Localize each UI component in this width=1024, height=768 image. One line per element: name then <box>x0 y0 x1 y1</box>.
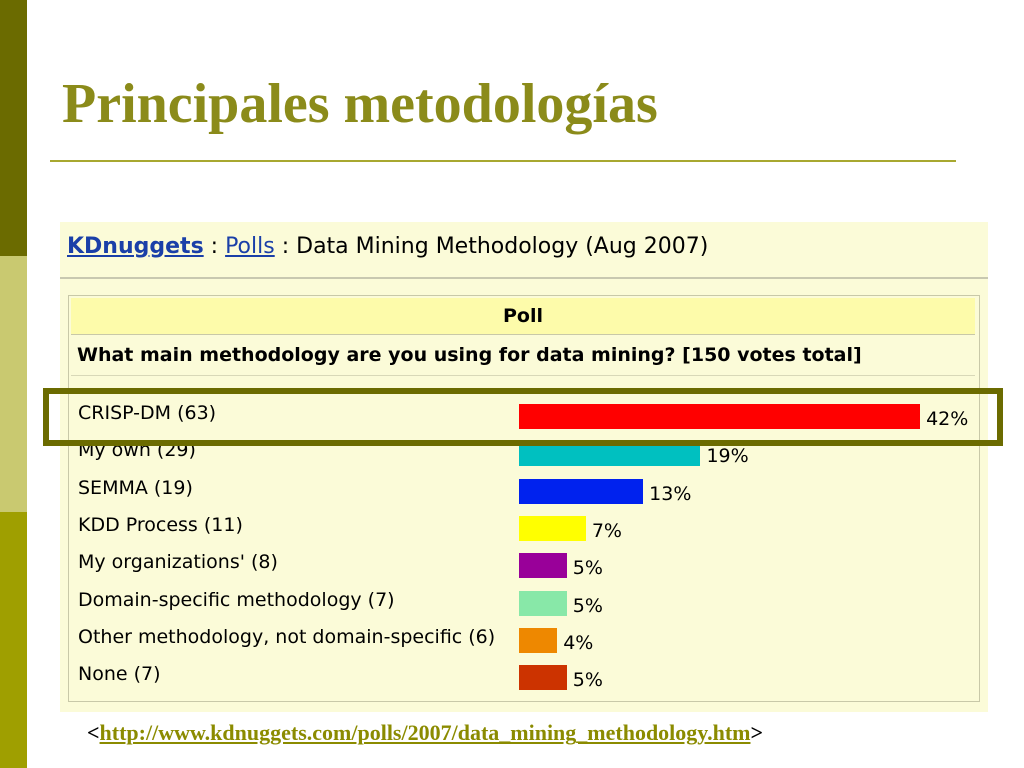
source-link[interactable]: http://www.kdnuggets.com/polls/2007/data_mining_methodology.htm <box>99 720 751 745</box>
breadcrumb-separator: : <box>203 234 226 259</box>
source-suffix: > <box>750 720 764 745</box>
poll-option-label: KDD Process (11) <box>78 513 243 536</box>
page-title: Data Mining Methodology (Aug 2007) <box>296 234 709 259</box>
poll-screenshot <box>60 222 988 712</box>
sidebar-dark-segment <box>0 0 27 256</box>
poll-option-label: Other methodology, not domain-specific (6) <box>78 625 496 648</box>
poll-percent-label: 7% <box>591 519 622 542</box>
sidebar-mid-segment <box>0 512 27 768</box>
breadcrumb-divider <box>60 277 988 279</box>
poll-percent-label: 5% <box>572 557 603 580</box>
sidebar-light-segment <box>0 256 27 512</box>
poll-option-label: Domain-specific methodology (7) <box>78 588 395 611</box>
poll-bar <box>519 628 557 653</box>
poll-option-label: CRISP-DM (63) <box>78 402 217 424</box>
poll-bar <box>519 516 586 541</box>
source-citation <box>87 720 763 746</box>
polls-link[interactable]: Polls <box>225 234 275 259</box>
poll-table <box>68 295 980 702</box>
poll-question: What main methodology are you using for data mining? [150 votes total] <box>71 335 975 376</box>
poll-bar <box>519 479 643 504</box>
poll-bar <box>519 665 567 690</box>
title-divider <box>50 160 956 162</box>
source-prefix: < <box>87 720 100 745</box>
slide-title: Principales metodologías <box>62 73 658 135</box>
poll-header: Poll <box>71 298 975 335</box>
poll-option-label: None (7) <box>78 663 161 686</box>
poll-option-label: SEMMA (19) <box>78 476 193 499</box>
breadcrumb-separator: : <box>274 234 297 259</box>
poll-percent-label: 4% <box>563 631 594 654</box>
poll-percent-label: 5% <box>572 669 603 692</box>
poll-percent-label: 13% <box>649 482 692 505</box>
poll-option-label: My own (29) <box>78 439 196 462</box>
poll-results <box>69 296 979 701</box>
poll-percent-label: 42% <box>926 408 969 430</box>
poll-option-label: My organizations' (8) <box>78 551 278 574</box>
poll-bar <box>519 553 567 578</box>
poll-percent-label: 5% <box>572 594 603 617</box>
crisp-dm-highlight-box <box>43 388 1003 446</box>
poll-bar <box>519 591 567 616</box>
kdnuggets-link[interactable]: KDnuggets <box>67 234 204 259</box>
breadcrumb <box>67 234 708 259</box>
poll-percent-label: 19% <box>706 445 749 468</box>
